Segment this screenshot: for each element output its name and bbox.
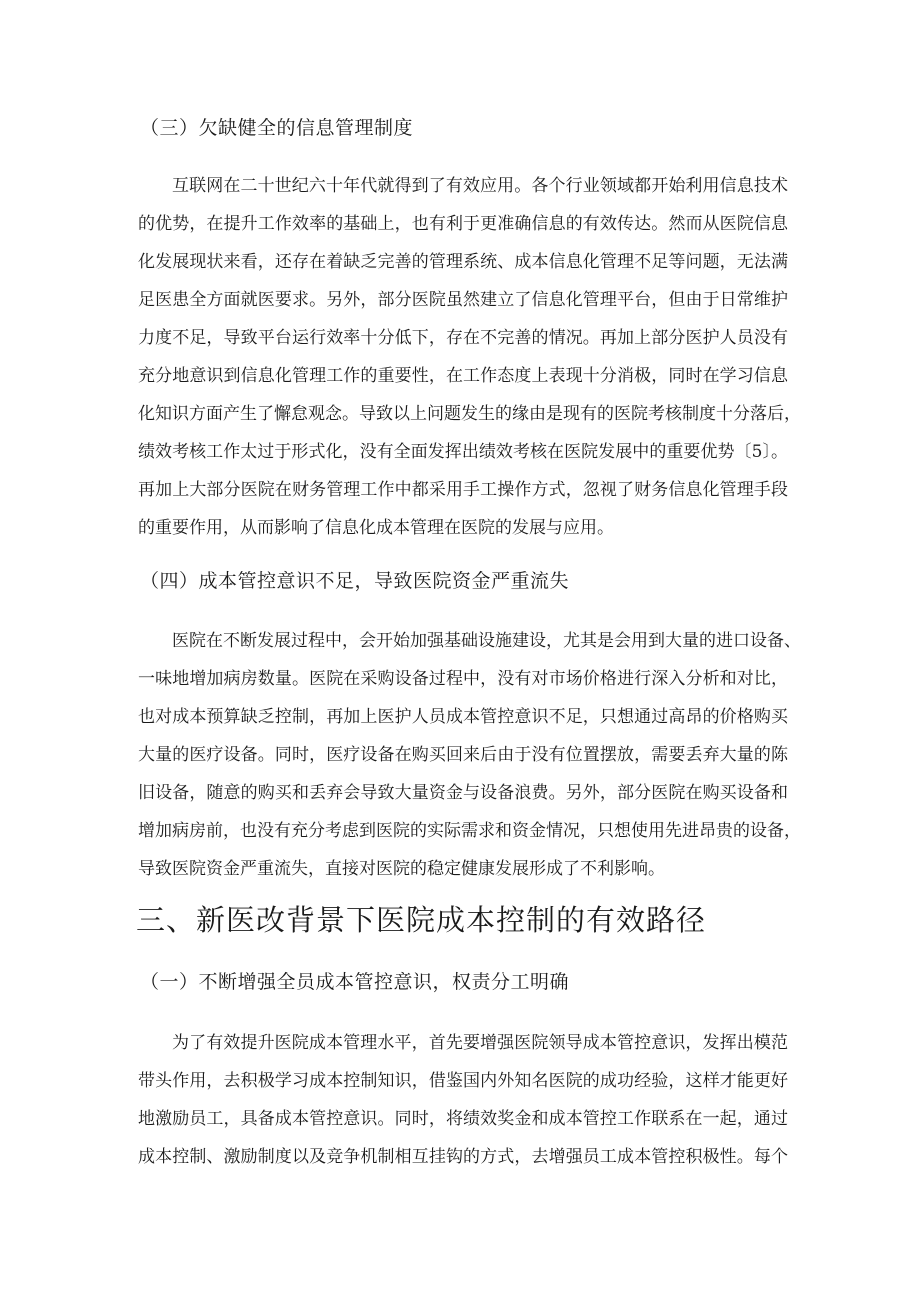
paragraph-line: 为了有效提升医院成本管理水平，首先要增强医院领导成本管控意识，发挥出模范 — [172, 1033, 788, 1053]
paragraph-line: 的优势，在提升工作效率的基础上，也有利于更准确信息的有效传达。然而从医院信息 — [138, 214, 788, 234]
paragraph-line: 旧设备，随意的购买和丢弃会导致大量资金与设备浪费。另外，部分医院在购买设备和 — [138, 783, 788, 803]
paragraph-line: 再加上大部分医院在财务管理工作中都采用手工操作方式，忽视了财务信息化管理手段 — [138, 480, 788, 500]
paragraph-information-management — [138, 167, 801, 547]
paragraph-line: 互联网在二十世纪六十年代就得到了有效应用。各个行业领域都开始利用信息技术 — [172, 176, 788, 196]
chapter-heading: 三、新医改背景下医院成本控制的有效路径 — [136, 903, 707, 937]
paragraph-line: 地激励员工，具备成本管控意识。同时，将绩效奖金和成本管控工作联系在一起，通过 — [138, 1109, 788, 1129]
section-heading-3: （三）欠缺健全的信息管理制度 — [140, 117, 414, 139]
section-heading-1: （一）不断增强全员成本管控意识，权责分工明确 — [140, 971, 570, 993]
paragraph-line: 绩效考核工作太过于形式化，没有全面发挥出绩效考核在医院发展中的重要优势〔5〕。 — [138, 442, 788, 462]
paragraph-line: 化知识方面产生了懈怠观念。导致以上问题发生的缘由是现有的医院考核制度十分落后， — [138, 404, 801, 424]
paragraph-line: 医院在不断发展过程中，会开始加强基础设施建设，尤其是会用到大量的进口设备、 — [172, 631, 801, 651]
paragraph-cost-control-awareness — [138, 622, 801, 888]
paragraph-line: 也对成本预算缺乏控制，再加上医护人员成本管控意识不足，只想通过高昂的价格购买 — [138, 707, 788, 727]
paragraph-line: 带头作用，去积极学习成本控制知识，借鉴国内外知名医院的成功经验，这样才能更好 — [138, 1071, 788, 1091]
paragraph-cost-awareness-strategy — [138, 1024, 788, 1176]
paragraph-line: 化发展现状来看，还存在着缺乏完善的管理系统、成本信息化管理不足等问题，无法满 — [138, 252, 788, 272]
paragraph-line: 充分地意识到信息化管理工作的重要性，在工作态度上表现十分消极，同时在学习信息 — [138, 366, 788, 386]
paragraph-line: 的重要作用，从而影响了信息化成本管理在医院的发展与应用。 — [138, 518, 614, 538]
paragraph-line: 力度不足，导致平台运行效率十分低下，存在不完善的情况。再加上部分医护人员没有 — [138, 328, 788, 348]
paragraph-line: 一味地增加病房数量。医院在采购设备过程中，没有对市场价格进行深入分析和对比， — [138, 669, 788, 689]
paragraph-line: 导致医院资金严重流失，直接对医院的稳定健康发展形成了不利影响。 — [138, 859, 665, 879]
paragraph-line: 成本控制、激励制度以及竞争机制相互挂钩的方式，去增强员工成本管控积极性。每个 — [138, 1147, 788, 1167]
section-heading-4: （四）成本管控意识不足，导致医院资金严重流失 — [140, 570, 570, 592]
paragraph-line: 足医患全方面就医要求。另外，部分医院虽然建立了信息化管理平台，但由于日常维护 — [138, 290, 788, 310]
paragraph-line: 大量的医疗设备。同时，医疗设备在购买回来后由于没有位置摆放，需要丢弃大量的陈 — [138, 745, 788, 765]
paragraph-line: 增加病房前，也没有充分考虑到医院的实际需求和资金情况，只想使用先进昂贵的设备， — [138, 821, 801, 841]
